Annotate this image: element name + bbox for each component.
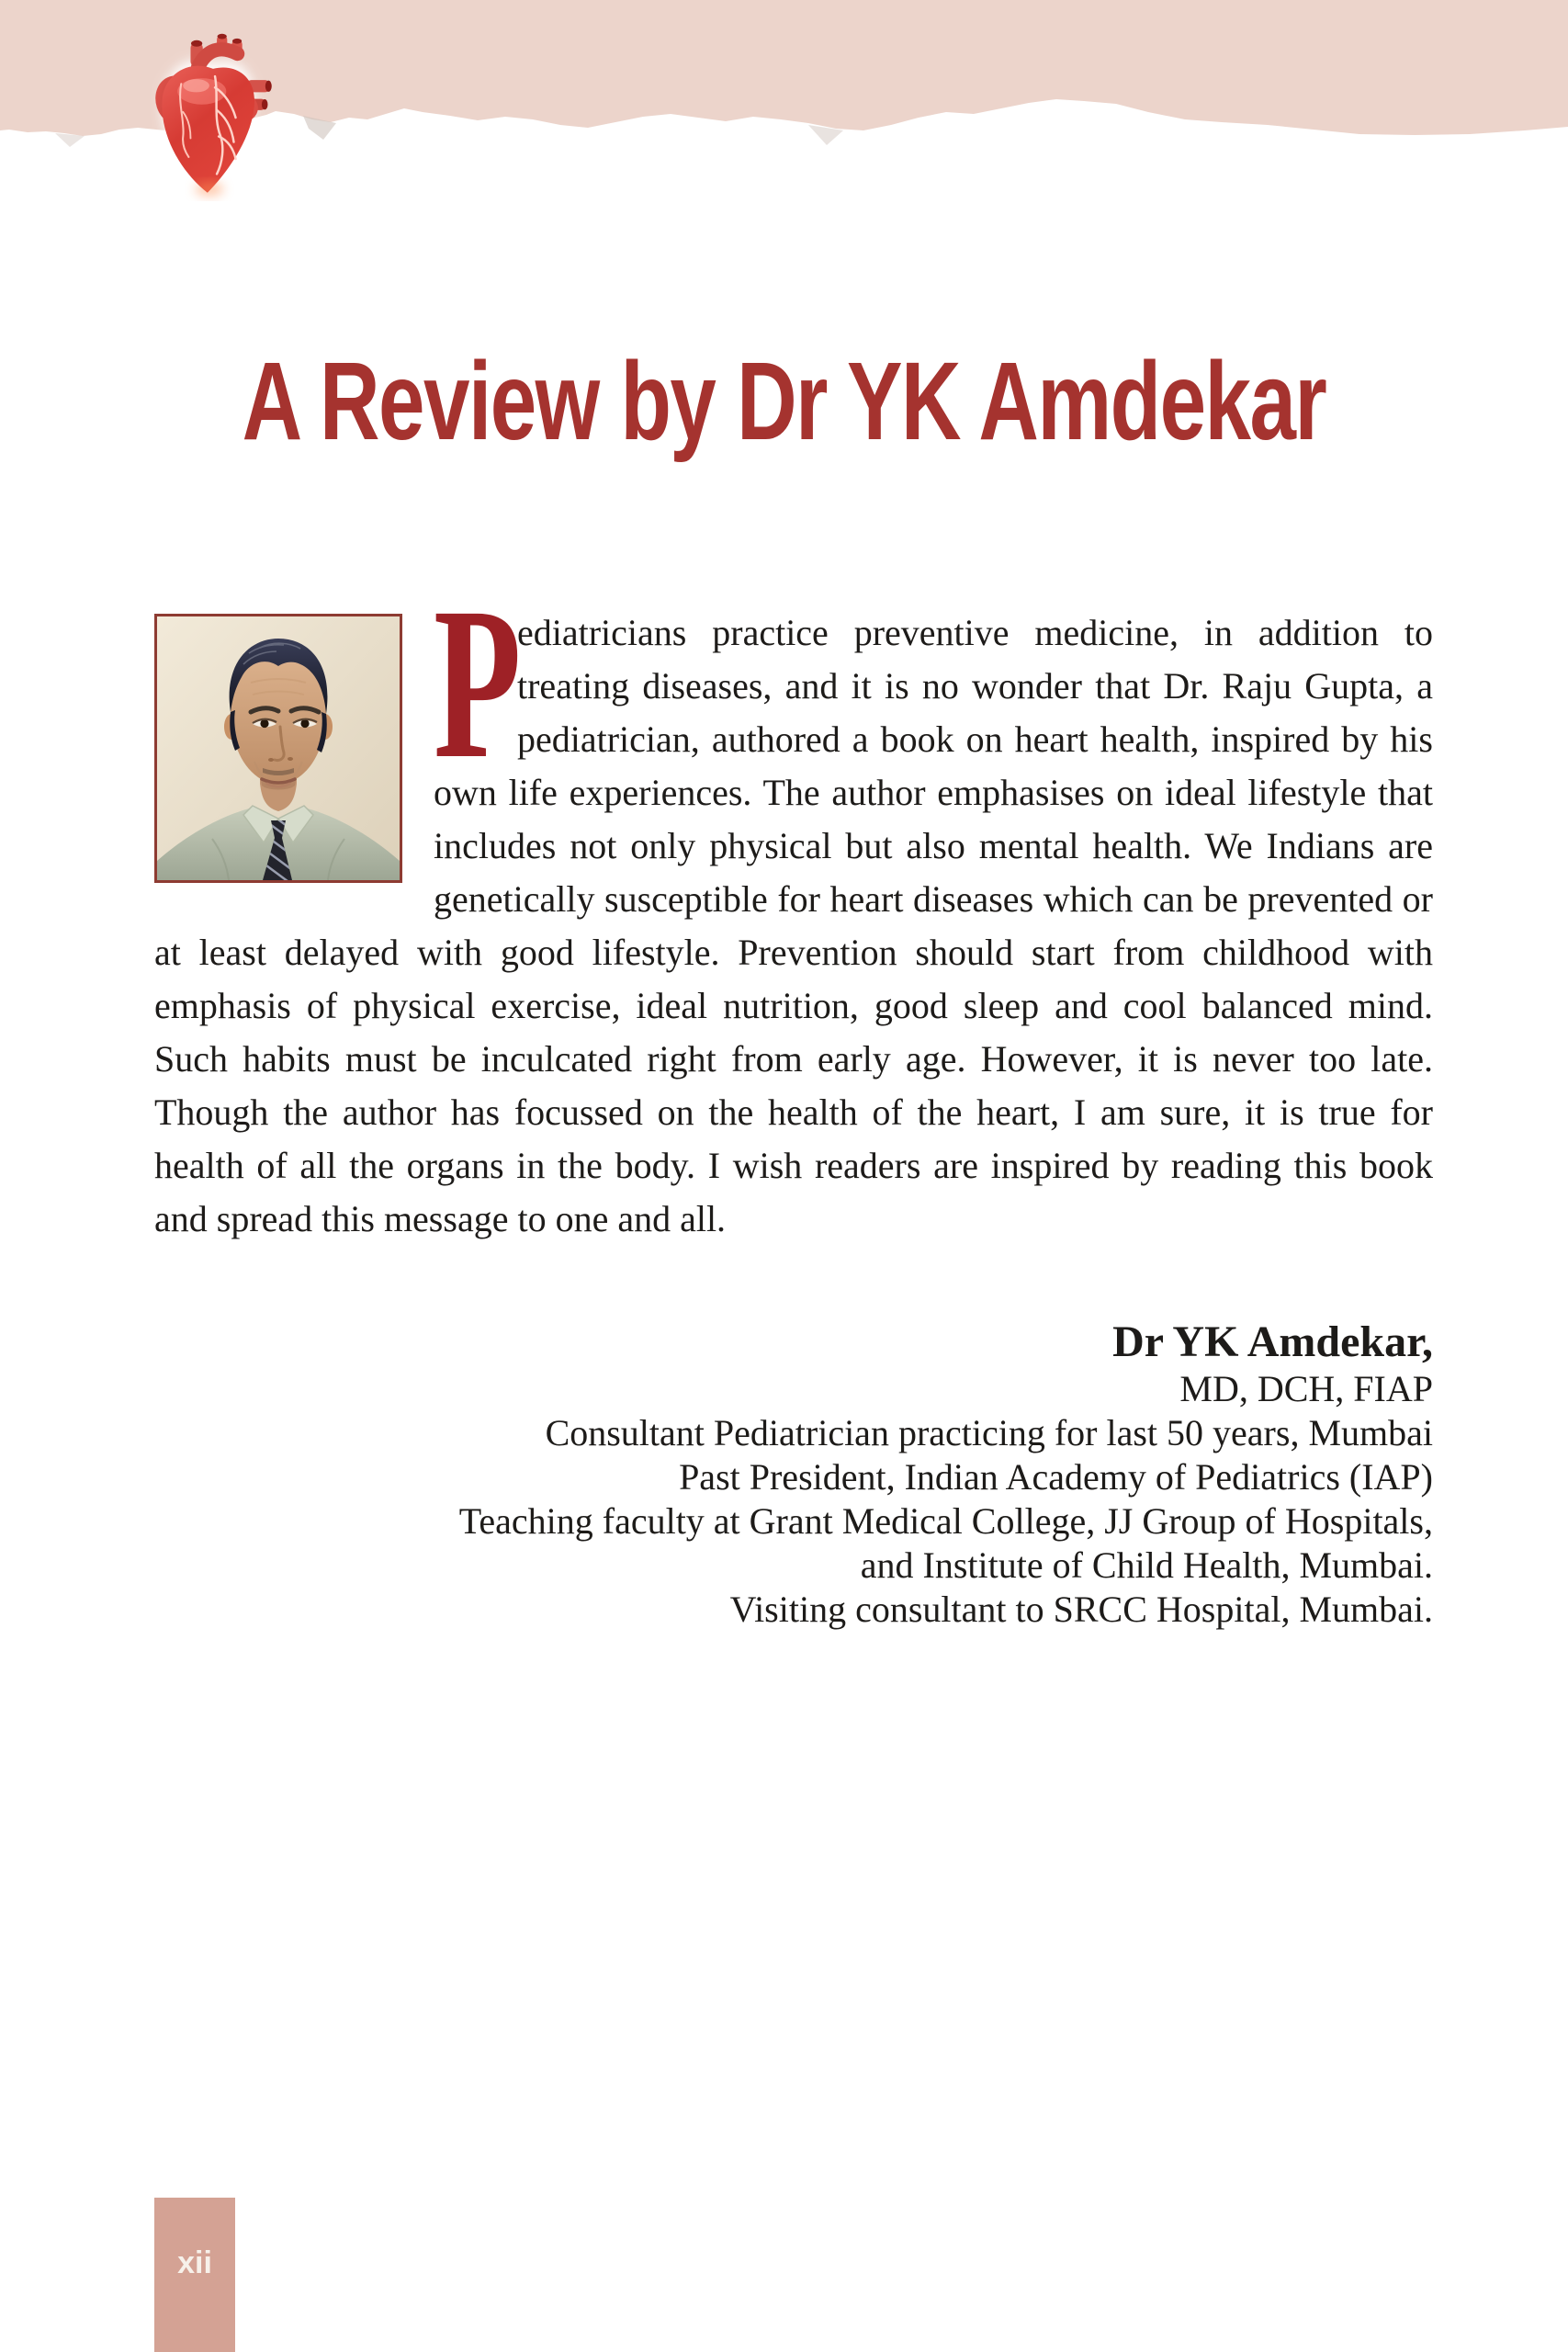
page-number-tab — [154, 2198, 235, 2352]
reviewer-name: Dr YK Amdekar, — [1112, 1317, 1433, 1366]
page-title — [0, 338, 1568, 463]
portrait-illustration — [157, 616, 400, 880]
reviewer-credentials: MD, DCH, FIAP — [1179, 1368, 1433, 1409]
reviewer-title-line: Teaching faculty at Grant Medical College, JJ Group of Hospitals, — [458, 1500, 1433, 1542]
review-text: ediatricians practice preventive medicine, in addition to treating diseases, and it is no wonder that Dr. Raju Gupta, a pediatrician, authored a book on heart health, inspired by his own life experiences. The author emphasises on ideal lifestyle that includes not only physical but also mental health. We Indians are genetically susceptible for heart diseases which can be prevented or at least delayed with good lifestyle. Prevention should start from childhood with emphasis of physical exercise, ideal nutrition, good sleep and cool balanced mind. Such habits must be inculcated right from early age. However, it is never too late. Though the author has focussed on the health of the heart, I am sure, it is true for health of all the organs in the body. I wish readers are inspired by reading this book and spread this message to one and all. — [154, 612, 1433, 1239]
page-title-text: A Review by Dr YK Amdekar — [242, 338, 1326, 463]
drop-cap — [434, 563, 522, 804]
portrait-photo — [154, 614, 402, 883]
signature-block — [154, 1317, 1433, 1632]
review-section — [154, 563, 1433, 1632]
drop-cap-letter: P — [434, 563, 522, 804]
reviewer-title-line: Consultant Pediatrician practicing for last 50 years, Mumbai — [545, 1412, 1433, 1453]
review-paragraph — [154, 563, 1433, 1246]
heart-illustration — [149, 31, 277, 202]
page-number: xii — [177, 2245, 212, 2280]
reviewer-title-line: Visiting consultant to SRCC Hospital, Mumbai. — [729, 1589, 1433, 1630]
reviewer-title-line: and Institute of Child Health, Mumbai. — [860, 1544, 1433, 1586]
reviewer-title-line: Past President, Indian Academy of Pediatrics (IAP) — [679, 1456, 1433, 1498]
